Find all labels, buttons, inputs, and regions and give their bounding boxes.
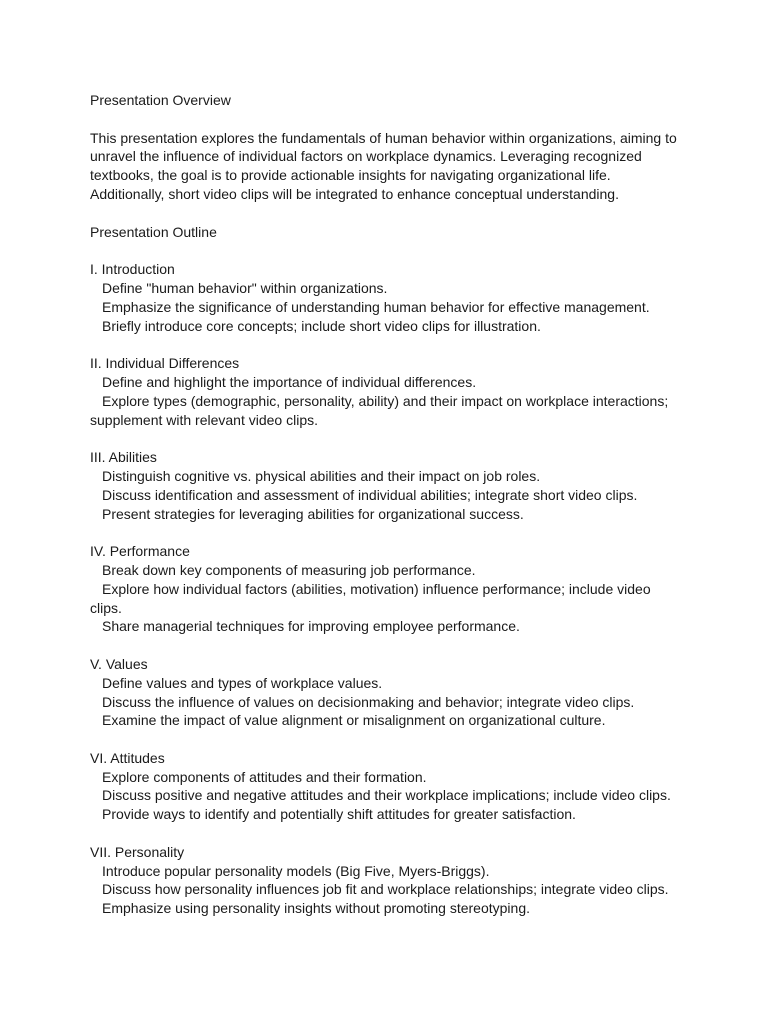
outline-item: Explore types (demographic, personality, ability) and their impact on workplace interactions; supplement with relevant video clips. [90, 392, 669, 428]
spacer [90, 636, 680, 655]
outline-section-personality [90, 843, 680, 918]
outline-item: Briefly introduce core concepts; include short video clips for illustration. [102, 317, 541, 334]
spacer [90, 429, 680, 448]
outline-item: Share managerial techniques for improving employee performance. [102, 618, 520, 635]
outline-section-individual-differences [90, 354, 680, 429]
outline-section-attitudes [90, 749, 680, 824]
overview-heading: Presentation Overview [90, 92, 231, 108]
outline-item: Explore components of attitudes and their formation. [102, 768, 427, 785]
section-title: II. Individual Differences [90, 355, 240, 372]
outline-item: Define values and types of workplace values. [102, 674, 383, 691]
spacer [90, 241, 680, 260]
section-title: III. Abilities [90, 449, 157, 466]
section-title: V. Values [90, 655, 148, 672]
section-title: IV. Performance [90, 543, 190, 560]
spacer [90, 335, 680, 354]
outline-item: Explore how individual factors (abilities, motivation) influence performance; include video clips. [90, 580, 651, 616]
outline-section-introduction [90, 260, 680, 335]
section-title: I. Introduction [90, 261, 175, 278]
outline-item: Present strategies for leveraging abilities for organizational success. [102, 505, 524, 522]
outline-section-abilities [90, 448, 680, 523]
outline-item: Discuss how personality influences job fit and workplace relationships; integrate video clips. [102, 881, 669, 898]
outline-heading: Presentation Outline [90, 223, 217, 240]
section-title: VII. Personality [90, 843, 185, 860]
outline-item: Distinguish cognitive vs. physical abilities and their impact on job roles. [102, 467, 541, 484]
outline-item: Discuss the influence of values on decisionmaking and behavior; integrate video clips. [102, 693, 635, 710]
spacer [90, 824, 680, 843]
outline-item: Emphasize using personality insights without promoting stereotyping. [102, 900, 531, 917]
overview-paragraph: This presentation explores the fundamentals of human behavior within organizations, aiming to unravel the influence of individual factors on workplace dynamics. Leveraging recognized textbooks, the goal is to provide actionable insights for navigating organizational life. Additionally, short video clips will be integrated to enhance conceptual understanding. [90, 129, 677, 202]
outline-item: Discuss identification and assessment of individual abilities; integrate short video clips. [102, 486, 638, 503]
outline-item: Define and highlight the importance of individual differences. [102, 373, 477, 390]
outline-item: Discuss positive and negative attitudes and their workplace implications; include video clips. [102, 787, 671, 804]
spacer [90, 204, 680, 223]
spacer [90, 110, 680, 129]
section-title: VI. Attitudes [90, 749, 165, 766]
outline-section-values [90, 655, 680, 730]
spacer [90, 523, 680, 542]
outline-item: Emphasize the significance of understanding human behavior for effective management. [102, 298, 650, 315]
outline-item: Break down key components of measuring job performance. [102, 561, 476, 578]
outline-section-performance [90, 542, 680, 636]
outline-item: Introduce popular personality models (Big Five, Myers-Briggs). [102, 862, 490, 879]
outline-item: Provide ways to identify and potentially shift attitudes for greater satisfaction. [102, 806, 576, 823]
outline-item: Examine the impact of value alignment or misalignment on organizational culture. [102, 712, 606, 729]
document-page [90, 91, 680, 918]
spacer [90, 730, 680, 749]
outline-item: Define "human behavior" within organizations. [102, 279, 388, 296]
